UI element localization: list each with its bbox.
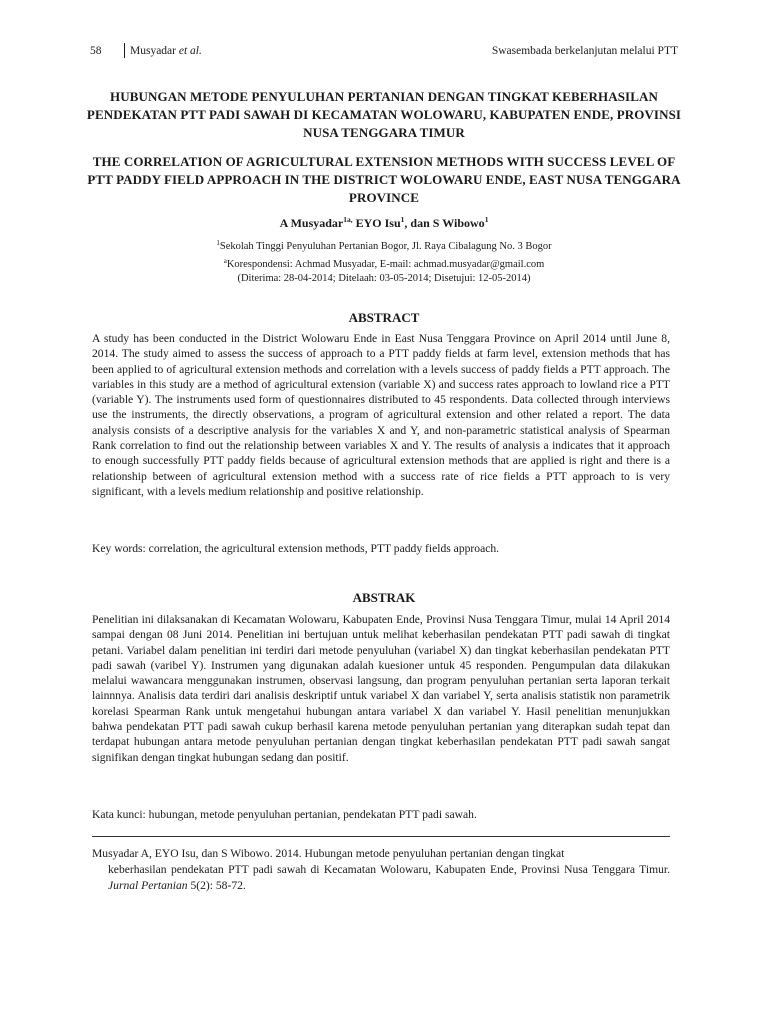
page-number: 58 (90, 45, 102, 57)
running-head-journal: Swasembada berkelanjutan melalui PTT (491, 45, 678, 57)
author-name: Musyadar (130, 45, 176, 57)
affiliation-mark: 1 (216, 239, 220, 247)
correspondence-line (80, 254, 688, 272)
abstract-text: A study has been conducted in the District Wolowaru Ende in East Nusa Tenggara Province on April 2014 until June 8, 2014. The study aimed to assess the success of approach to a PTT paddy fields at farm level, extension methods that has been applied to of agricultural extension methods and correlation with a levels success of paddy fields a PTT approach. The variables in this study are a method of agricultural extension (variable X) and success rates approach to lowland rice a PTT (variable Y). The instruments used form of questionnaires distributed to 45 respondents. Data collected through interviews use the instruments, the directly observations, a program of agricultural extension and other related a report. The data analysis consists of a descriptive analysis for the variables X and Y, and non-parametric statistical analysis of Spearman Rank correlation to find out the relationship between variables X and Y. The results of analysis a indicates that it approach to enough successfully PTT paddy fields because of agricultural extension methods that are applied is right and there is a relationship between of agricultural extension method with a success rate of rice fields a PTT approach to is very significant, with a levels medium relationship and positive relationship. (92, 332, 670, 498)
running-head (90, 42, 678, 60)
author-list (80, 212, 688, 231)
author-1-mark: 1a, (343, 215, 353, 224)
author-2: EYO Isu (355, 216, 401, 230)
author-1: A Musyadar (279, 216, 344, 230)
abstrak-heading: ABSTRAK (352, 590, 416, 605)
citation-block (92, 846, 670, 894)
affiliation-block (80, 236, 688, 286)
citation-continuation (92, 862, 670, 894)
author-2-mark: 1 (400, 215, 405, 224)
author-3-mark: 1 (484, 215, 489, 224)
author-suffix: et al. (178, 45, 202, 57)
running-head-author (130, 42, 202, 60)
affiliation-line (80, 236, 688, 254)
header-divider (124, 43, 125, 58)
citation-line-2: keberhasilan pendekatan PTT padi sawah di Kecamatan Wolowaru, Kabupaten Ende, Provinsi Nusa Tenggara Timur. (108, 863, 670, 876)
citation-volume: 5(2): 58-72. (190, 879, 246, 892)
abstrak-keywords: Kata kunci: hubungan, metode penyuluhan pertanian, pendekatan PTT padi sawah. (92, 808, 477, 821)
abstract-keywords: Key words: correlation, the agricultural extension methods, PTT paddy fields approach. (92, 542, 500, 555)
citation-divider (92, 836, 670, 837)
correspondence-mark: a (223, 257, 227, 265)
abstract-heading: ABSTRACT (348, 310, 420, 325)
correspondence-text: Korespondensi: Achmad Musyadar, E-mail: achmad.musyadar@gmail.com (226, 259, 545, 270)
submission-dates: (Diterima: 28-04-2014; Ditelaah: 03-05-2014; Disetujui: 12-05-2014) (237, 273, 531, 284)
abstrak-text: Penelitian ini dilaksanakan di Kecamatan Wolowaru, Kabupaten Ende, Provinsi Nusa Tenggara Timur, mulai 14 April 2014 sampai dengan 08 Juni 2014. Penelitian ini bertujuan untuk melihat keberhasilan pendekatan PTT padi sawah di tingkat petani. Variabel dalam penelitian ini terdiri dari metode penyuluhan (variabel X) dan tingkat keberhasilan pendekatan PTT padi sawah (varibel Y). Instrumen yang digunakan adalah kuesioner untuk 45 responden. Pengumpulan data dilakukan melalui wawancara menggunakan instrumen, observasi langsung, dan program penyuluhan pertanian serta laporan terkait lainnnya. Analisis data terdiri dari analisis deskriptif untuk variabel X dan variabel Y, serta analisis statistik non parametrik korelasi Spearman Rank untuk mengetahui hubungan antara variabel X dan variabel Y. Hasil penelitian menunjukkan bahwa pendekatan PTT padi sawah cukup berhasil karena metode penyuluhan pertanian yang diterapkan sudah tepat dan terdapat hubungan antara metode penyuluhan pertanian dengan tingkat keberhasilan pendekatan PTT padi sawah sangat signifikan dengan tingkat hubungan sedang dan positif. (92, 613, 670, 764)
author-3: S Wibowo (432, 216, 485, 230)
affiliation-text: Sekolah Tinggi Penyuluhan Pertanian Bogor, Jl. Raya Cibalagung No. 3 Bogor (219, 241, 552, 252)
citation-journal: Jurnal Pertanian (108, 879, 188, 892)
title-english: THE CORRELATION OF AGRICULTURAL EXTENSION METHODS WITH SUCCESS LEVEL OF PTT PADDY FIELD APPROACH IN THE DISTRICT WOLOWARU ENDE, EAST NUSA TENGGARA PROVINCE (87, 154, 681, 205)
citation-line-1: Musyadar A, EYO Isu, dan S Wibowo. 2014. Hubungan metode penyuluhan pertanian dengan tingkat (92, 847, 565, 860)
author-separator: , dan (404, 216, 433, 230)
title-indonesian: HUBUNGAN METODE PENYULUHAN PERTANIAN DENGAN TINGKAT KEBERHASILAN PENDEKATAN PTT PADI SAWAH DI KECAMATAN WOLOWARU, KABUPATEN ENDE, PROVINSI NUSA TENGGARA TIMUR (86, 89, 682, 140)
